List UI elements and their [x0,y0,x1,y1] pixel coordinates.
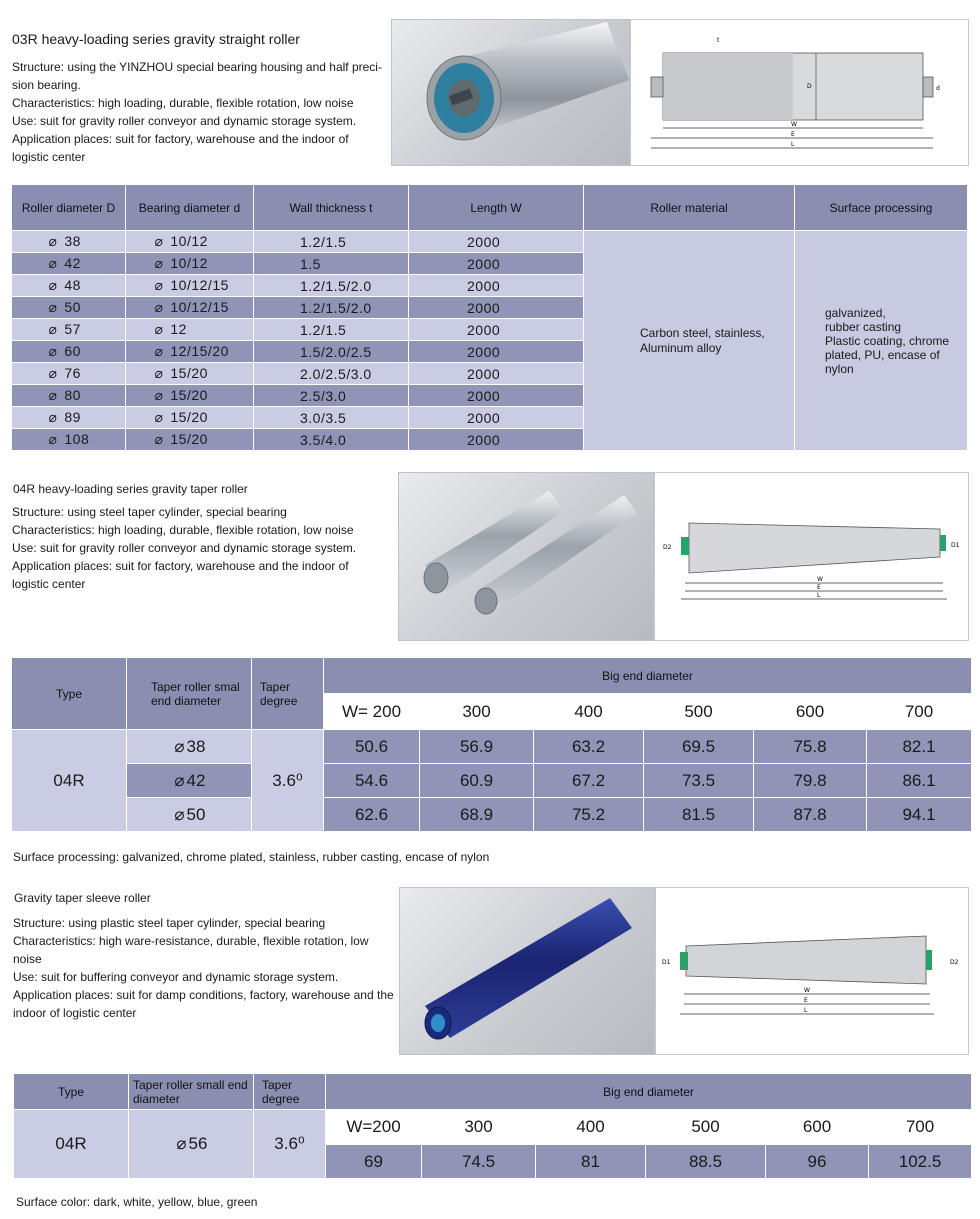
cell-value: 38 [64,233,81,249]
w-length-cell: 300 [420,694,534,730]
table-cell: 2000 [409,385,584,407]
big-end-value-cell: 67.2 [534,764,644,798]
diameter-icon: ⌀ [48,321,58,337]
table-cell [12,319,126,341]
cell-value: 15/20 [170,387,208,403]
diameter-icon: ⌀ [154,255,164,271]
surface-line: galvanized, [825,305,886,320]
drawing-label-L: L [791,141,795,148]
diameter-icon: ⌀ [48,277,58,293]
w-length-cell: W= 200 [324,694,420,730]
big-end-value-cell: 96 [766,1145,869,1179]
table-row [12,231,968,253]
description-line: Characteristics: high loading, durable, flexible rotation, low noise [12,96,354,110]
diameter-icon: ⌀ [48,409,58,425]
cell-value: 57 [64,321,81,337]
cell-value: 15/20 [170,409,208,425]
sleeve-roller-drawing [655,887,969,1055]
drawing-label-D1: D1 [951,542,960,549]
small-end-cell [127,764,252,798]
small-end-cell [127,730,252,764]
cell-value: 12/15/20 [170,343,229,359]
table-cell [126,407,254,429]
header-big-end: Big end diameter [324,658,972,694]
big-end-value-cell: 60.9 [420,764,534,798]
cell-value: 10/12/15 [170,299,229,315]
drawing-label-W: W [817,576,823,583]
big-end-value-cell: 68.9 [420,798,534,832]
drawing-label-d: d [936,85,940,92]
big-end-value-cell: 74.5 [422,1145,536,1179]
cell-value: 42 [64,255,81,271]
diameter-icon: ⌀ [174,736,185,756]
diameter-icon: ⌀ [154,365,164,381]
straight-roller-image [392,20,629,165]
table-cell: 1.2/1.5/2.0 [254,297,409,319]
section2-note: Surface processing: galvanized, chrome plated, stainless, rubber casting, encase of nylon [13,850,490,864]
type-cell: 04R [12,730,127,832]
straight-roller-photo [391,19,630,166]
header-bearing-diameter: Bearing diameter d [126,185,254,231]
big-end-value-cell: 87.8 [754,798,867,832]
cell-value: 12 [170,321,187,337]
taper-degree-cell: 3.6⁰ [254,1110,326,1179]
description-line: Structure: using plastic steel taper cylinder, special bearing [13,916,326,930]
diameter-icon: ⌀ [174,804,185,824]
diameter-icon: ⌀ [174,770,185,790]
drawing-label-E: E [804,997,808,1004]
table-cell [12,429,126,451]
cell-value: 80 [64,387,81,403]
big-end-value-cell: 73.5 [644,764,754,798]
drawing-label-E: E [791,131,795,138]
table-cell: 2000 [409,363,584,385]
header-type: Type [12,658,127,730]
table-cell: 1.2/1.5 [254,319,409,341]
big-end-value-cell: 94.1 [867,798,972,832]
diameter-icon: ⌀ [154,409,164,425]
table-cell [12,275,126,297]
surface-line: Plastic coating, chrome [825,333,950,348]
big-end-value-cell: 79.8 [754,764,867,798]
description-line: Use: suit for gravity roller conveyor and dynamic storage system. [12,114,357,128]
table-cell [12,297,126,319]
section2-description [12,503,392,593]
header-type: Type [14,1074,129,1110]
cell-value: 60 [64,343,81,359]
diameter-icon: ⌀ [154,343,164,359]
big-end-value-cell: 102.5 [869,1145,972,1179]
description-line: noise [13,952,42,966]
drawing-label-D: D [807,83,812,90]
cell-value: 89 [64,409,81,425]
table-cell [126,429,254,451]
drawing-label-t: t [717,37,720,44]
cell-value: 10/12 [170,255,208,271]
big-end-value-cell: 81.5 [644,798,754,832]
table-cell [126,275,254,297]
header-roller-diameter: Roller diameter D [12,185,126,231]
drawing-label-W: W [791,121,797,128]
big-end-value-cell: 50.6 [324,730,420,764]
table-cell [126,231,254,253]
table-cell: 2000 [409,407,584,429]
diameter-icon: ⌀ [48,365,58,381]
table-cell: 3.5/4.0 [254,429,409,451]
surface-line: plated, PU, encase of [825,347,940,362]
table-row [12,798,972,832]
table-cell: 2000 [409,341,584,363]
taper-roller-table [11,657,972,832]
header-roller-material: Roller material [584,185,795,231]
diameter-icon: ⌀ [154,387,164,403]
section2-title: 04R heavy-loading series gravity taper roller [13,482,248,496]
surface-processing-cell [795,231,968,451]
section3-title: Gravity taper sleeve roller [14,891,151,905]
drawing-label-L: L [817,592,821,599]
diameter-icon: ⌀ [176,1134,187,1153]
header-small-end: Taper roller small end diameter [129,1074,254,1110]
drawing-label-E: E [817,584,821,591]
w-length-cell: 500 [644,694,754,730]
taper-roller-image [399,473,653,640]
straight-roller-schematic [631,20,968,165]
cell-value: 38 [186,736,206,756]
description-line: sion bearing. [12,78,81,92]
w-length-cell: 600 [754,694,867,730]
taper-roller-drawing [654,472,969,641]
diameter-icon: ⌀ [48,431,58,447]
description-line: indoor of logistic center [13,1006,137,1020]
cell-value: 42 [186,770,206,790]
diameter-icon: ⌀ [48,299,58,315]
table-cell: 2000 [409,429,584,451]
sleeve-roller-schematic [656,888,968,1054]
diameter-icon: ⌀ [154,321,164,337]
table-cell: 1.2/1.5/2.0 [254,275,409,297]
big-end-value-cell: 69.5 [644,730,754,764]
cell-value: 15/20 [170,431,208,447]
section1-description [12,58,390,166]
table-cell [12,407,126,429]
cell-value: 15/20 [170,365,208,381]
big-end-value-cell: 81 [536,1145,646,1179]
big-end-value-cell: 75.2 [534,798,644,832]
cell-value: 48 [64,277,81,293]
drawing-label-D2: D2 [663,544,672,551]
section3-description [13,914,398,1022]
surface-line: nylon [825,361,854,376]
description-line: Characteristics: high loading, durable, flexible rotation, low noise [12,523,354,537]
table-cell: 1.5/2.0/2.5 [254,341,409,363]
header-small-end: Taper roller smal end diameter [127,658,252,730]
w-length-cell: 400 [536,1110,646,1145]
description-line: Application places: suit for factory, warehouse and the indoor of [12,559,349,573]
sleeve-roller-photo [399,887,655,1055]
cell-value: 10/12/15 [170,277,229,293]
table-row [12,730,972,764]
diameter-icon: ⌀ [154,431,164,447]
taper-roller-photo [398,472,654,641]
big-end-value-cell: 63.2 [534,730,644,764]
big-end-value-cell: 56.9 [420,730,534,764]
small-end-cell [127,798,252,832]
w-length-cell: 700 [869,1110,972,1145]
table-cell [12,231,126,253]
drawing-label-D2: D2 [950,959,959,966]
big-end-value-cell: 54.6 [324,764,420,798]
table-cell [126,363,254,385]
table-cell: 1.2/1.5 [254,231,409,253]
table-cell: 2000 [409,297,584,319]
drawing-label-D1: D1 [662,959,671,966]
small-end-cell: ⌀ 56 [129,1110,254,1179]
description-line: Use: suit for buffering conveyor and dynamic storage system. [13,970,339,984]
header-length: Length W [409,185,584,231]
drawing-label-W: W [804,987,810,994]
taper-roller-schematic [655,473,968,640]
big-end-value-cell: 69 [326,1145,422,1179]
cell-value: 50 [64,299,81,315]
straight-roller-drawing [630,19,969,166]
drawing-label-L: L [804,1007,808,1014]
cell-value: 108 [64,431,90,447]
description-line: logistic center [12,577,86,591]
cell-value: 50 [186,804,206,824]
table-cell: 2000 [409,319,584,341]
section3-note: Surface color: dark, white, yellow, blue, green [16,1195,258,1209]
table-cell: 2000 [409,231,584,253]
diameter-icon: ⌀ [48,343,58,359]
diameter-icon: ⌀ [154,233,164,249]
type-cell: 04R [14,1110,129,1179]
w-length-cell: 400 [534,694,644,730]
table-cell [12,385,126,407]
table-cell: 2000 [409,275,584,297]
sleeve-roller-image [400,888,654,1054]
table-cell [126,341,254,363]
w-length-cell: 700 [867,694,972,730]
w-length-cell: 300 [422,1110,536,1145]
table-cell [126,385,254,407]
table-cell: 2000 [409,253,584,275]
header-big-end: Big end diameter [326,1074,972,1110]
header-wall-thickness: Wall thickness t [254,185,409,231]
table-cell: 2.0/2.5/3.0 [254,363,409,385]
diameter-icon: ⌀ [48,233,58,249]
table-cell [126,319,254,341]
roller-material-cell: Carbon steel, stainless, Aluminum alloy [584,231,795,451]
diameter-icon: ⌀ [48,387,58,403]
diameter-icon: ⌀ [154,299,164,315]
description-line: Characteristics: high ware-resistance, durable, flexible rotation, low [13,934,369,948]
straight-roller-table [11,184,968,451]
big-end-value-cell: 82.1 [867,730,972,764]
diameter-icon: ⌀ [48,255,58,271]
description-line: Application places: suit for factory, warehouse and the indoor of [12,132,349,146]
header-surface-processing: Surface processing [795,185,968,231]
big-end-value-cell: 88.5 [646,1145,766,1179]
table-cell [12,253,126,275]
header-taper-degree: Taper degree [252,658,324,730]
big-end-value-cell: 86.1 [867,764,972,798]
description-line: Structure: using the YINZHOU special bearing housing and half preci- [12,60,382,74]
w-length-cell: W=200 [326,1110,422,1145]
big-end-value-cell: 75.8 [754,730,867,764]
cell-value: 76 [64,365,81,381]
description-line: Application places: suit for damp conditions, factory, warehouse and the [13,988,394,1002]
table-cell: 2.5/3.0 [254,385,409,407]
table-cell [12,341,126,363]
diameter-icon: ⌀ [154,277,164,293]
header-taper-degree: Taper degree [254,1074,326,1110]
section1-title: 03R heavy-loading series gravity straight roller [12,31,300,47]
sleeve-roller-table [13,1073,972,1179]
table-cell [126,297,254,319]
description-line: Use: suit for gravity roller conveyor and dynamic storage system. [12,541,357,555]
description-line: Structure: using steel taper cylinder, special bearing [12,505,287,519]
table-row [12,764,972,798]
w-length-cell: 500 [646,1110,766,1145]
table-cell: 3.0/3.5 [254,407,409,429]
w-length-cell: 600 [766,1110,869,1145]
surface-line: rubber casting [825,319,902,334]
cell-value: 10/12 [170,233,208,249]
taper-degree-cell: 3.6⁰ [252,730,324,832]
table-cell: 1.5 [254,253,409,275]
description-line: logistic center [12,150,86,164]
table-cell [12,363,126,385]
big-end-value-cell: 62.6 [324,798,420,832]
table-cell [126,253,254,275]
